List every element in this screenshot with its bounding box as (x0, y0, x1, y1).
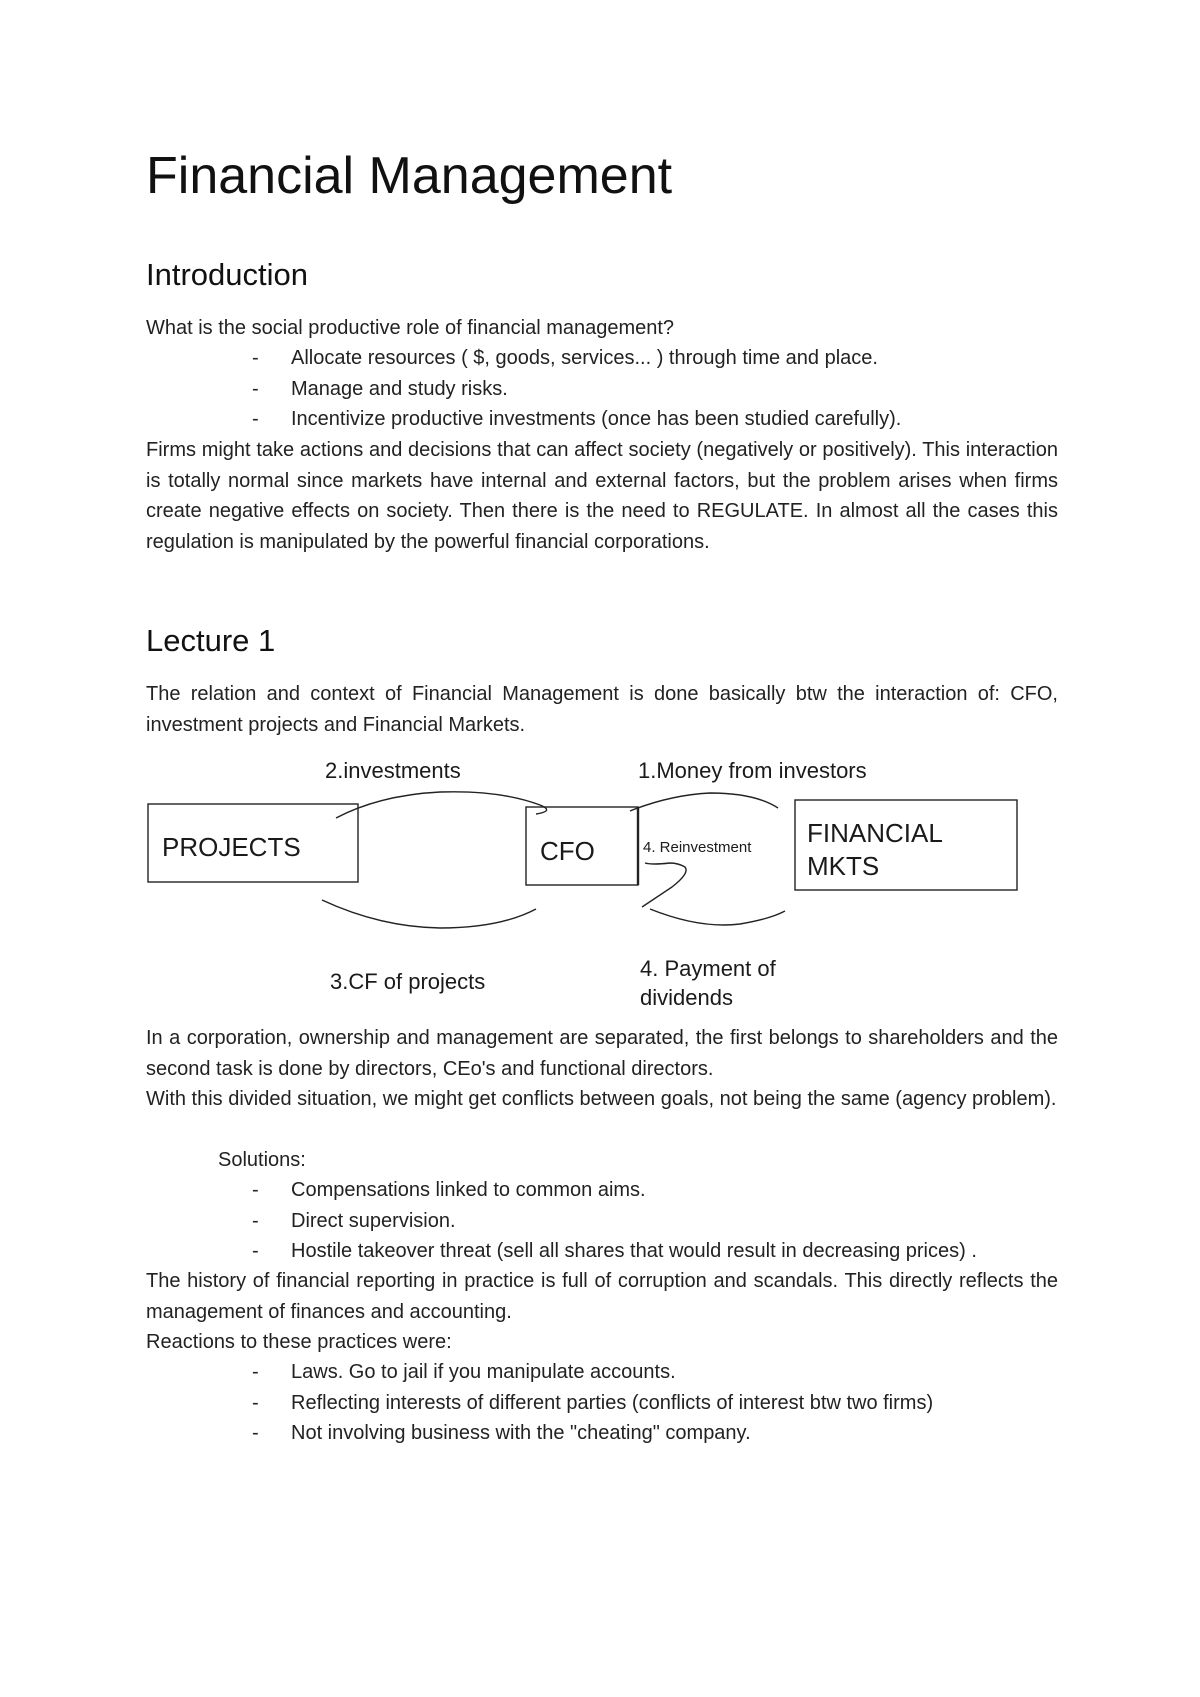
list-item (146, 1175, 1066, 1206)
bullet-dash: - (252, 377, 259, 400)
lecture1-intro: The relation and context of Financial Management is done basically btw the interaction of: CFO, investment projects and Financial Markets. (146, 683, 1058, 736)
solutions-list (146, 1175, 1066, 1267)
solutions-label: Solutions: (218, 1149, 306, 1171)
list-item (146, 1388, 1066, 1419)
bullet-dash: - (252, 1179, 259, 1201)
bullet-text: Not involving business with the "cheating" company. (291, 1422, 751, 1444)
reactions-list (146, 1357, 1066, 1449)
money-from-investors-arc (630, 793, 778, 811)
list-item (146, 1236, 1066, 1267)
introduction-bullet-list (146, 343, 1066, 435)
cfo-label: CFO (540, 836, 595, 866)
list-item (146, 1206, 1066, 1237)
bullet-dash: - (252, 347, 259, 369)
reinvestment-squiggle (642, 863, 686, 907)
list-item (146, 1357, 1066, 1388)
investments-arc (336, 792, 547, 818)
bullet-text: Incentivize productive investments (once has been studied carefully). (291, 408, 902, 430)
bullet-text: Laws. Go to jail if you manipulate accounts. (291, 1361, 676, 1383)
bullet-text: Compensations linked to common aims. (291, 1179, 646, 1201)
reinvestment-label: 4. Reinvestment (643, 839, 752, 856)
document-title: Financial Management (146, 147, 673, 205)
bullet-text: Reflecting interests of different parties (conflicts of interest btw two firms) (291, 1391, 934, 1414)
reactions-label: Reactions to these practices were: (146, 1331, 452, 1353)
lecture1-paragraph3: The history of financial reporting in practice is full of corruption and scandals. This directly reflects the management of finances and accounting. (146, 1270, 1058, 1323)
list-item (146, 1418, 1066, 1449)
introduction-paragraph: Firms might take actions and decisions that can affect society (negatively or positively). This interaction is totally normal since markets have internal and external factors, but the problem arises when firms create negative effects on society. Then there is the need to REGULATE. In almost all the cases this regulation is manipulated by the powerful financial corporations. (146, 439, 1058, 553)
projects-label: PROJECTS (162, 832, 301, 862)
investments-label: 2.investments (325, 758, 461, 783)
bullet-text: Allocate resources ( $, goods, services... ) through time and place. (291, 347, 878, 369)
bullet-dash: - (252, 1209, 259, 1232)
cf-of-projects-arc (322, 900, 536, 928)
financial-label-line1: FINANCIAL (807, 818, 943, 848)
introduction-heading: Introduction (146, 257, 308, 292)
bullet-dash: - (252, 1361, 259, 1383)
list-item (146, 343, 1066, 374)
bullet-dash: - (252, 1391, 259, 1414)
cf-of-projects-label: 3.CF of projects (330, 969, 486, 994)
financial-label-line2: MKTS (807, 851, 880, 881)
bullet-dash: - (252, 1240, 259, 1262)
list-item (146, 374, 1066, 405)
payment-label-line2: dividends (640, 985, 733, 1010)
bullet-text: Direct supervision. (291, 1209, 456, 1232)
lecture1-paragraph1: In a corporation, ownership and management are separated, the first belongs to shareholders and the second task is done by directors, CEo's and functional directors. (146, 1027, 1058, 1080)
bullet-dash: - (252, 1422, 259, 1444)
cfo-flow-diagram (140, 745, 1040, 1017)
payment-arc (650, 909, 785, 925)
bullet-dash: - (252, 408, 259, 430)
payment-label-line1: 4. Payment of (640, 956, 776, 981)
bullet-text: Hostile takeover threat (sell all shares that would result in decreasing prices) . (291, 1240, 977, 1262)
lecture1-paragraph2: With this divided situation, we might get conflicts between goals, not being the same (agency problem). (146, 1088, 1057, 1110)
introduction-question: What is the social productive role of financial management? (146, 317, 675, 339)
bullet-text: Manage and study risks. (291, 377, 508, 400)
diagram-canvas (140, 745, 1040, 1017)
money-from-investors-label: 1.Money from investors (638, 758, 867, 783)
lecture1-heading: Lecture 1 (146, 623, 276, 658)
list-item (146, 404, 1066, 435)
